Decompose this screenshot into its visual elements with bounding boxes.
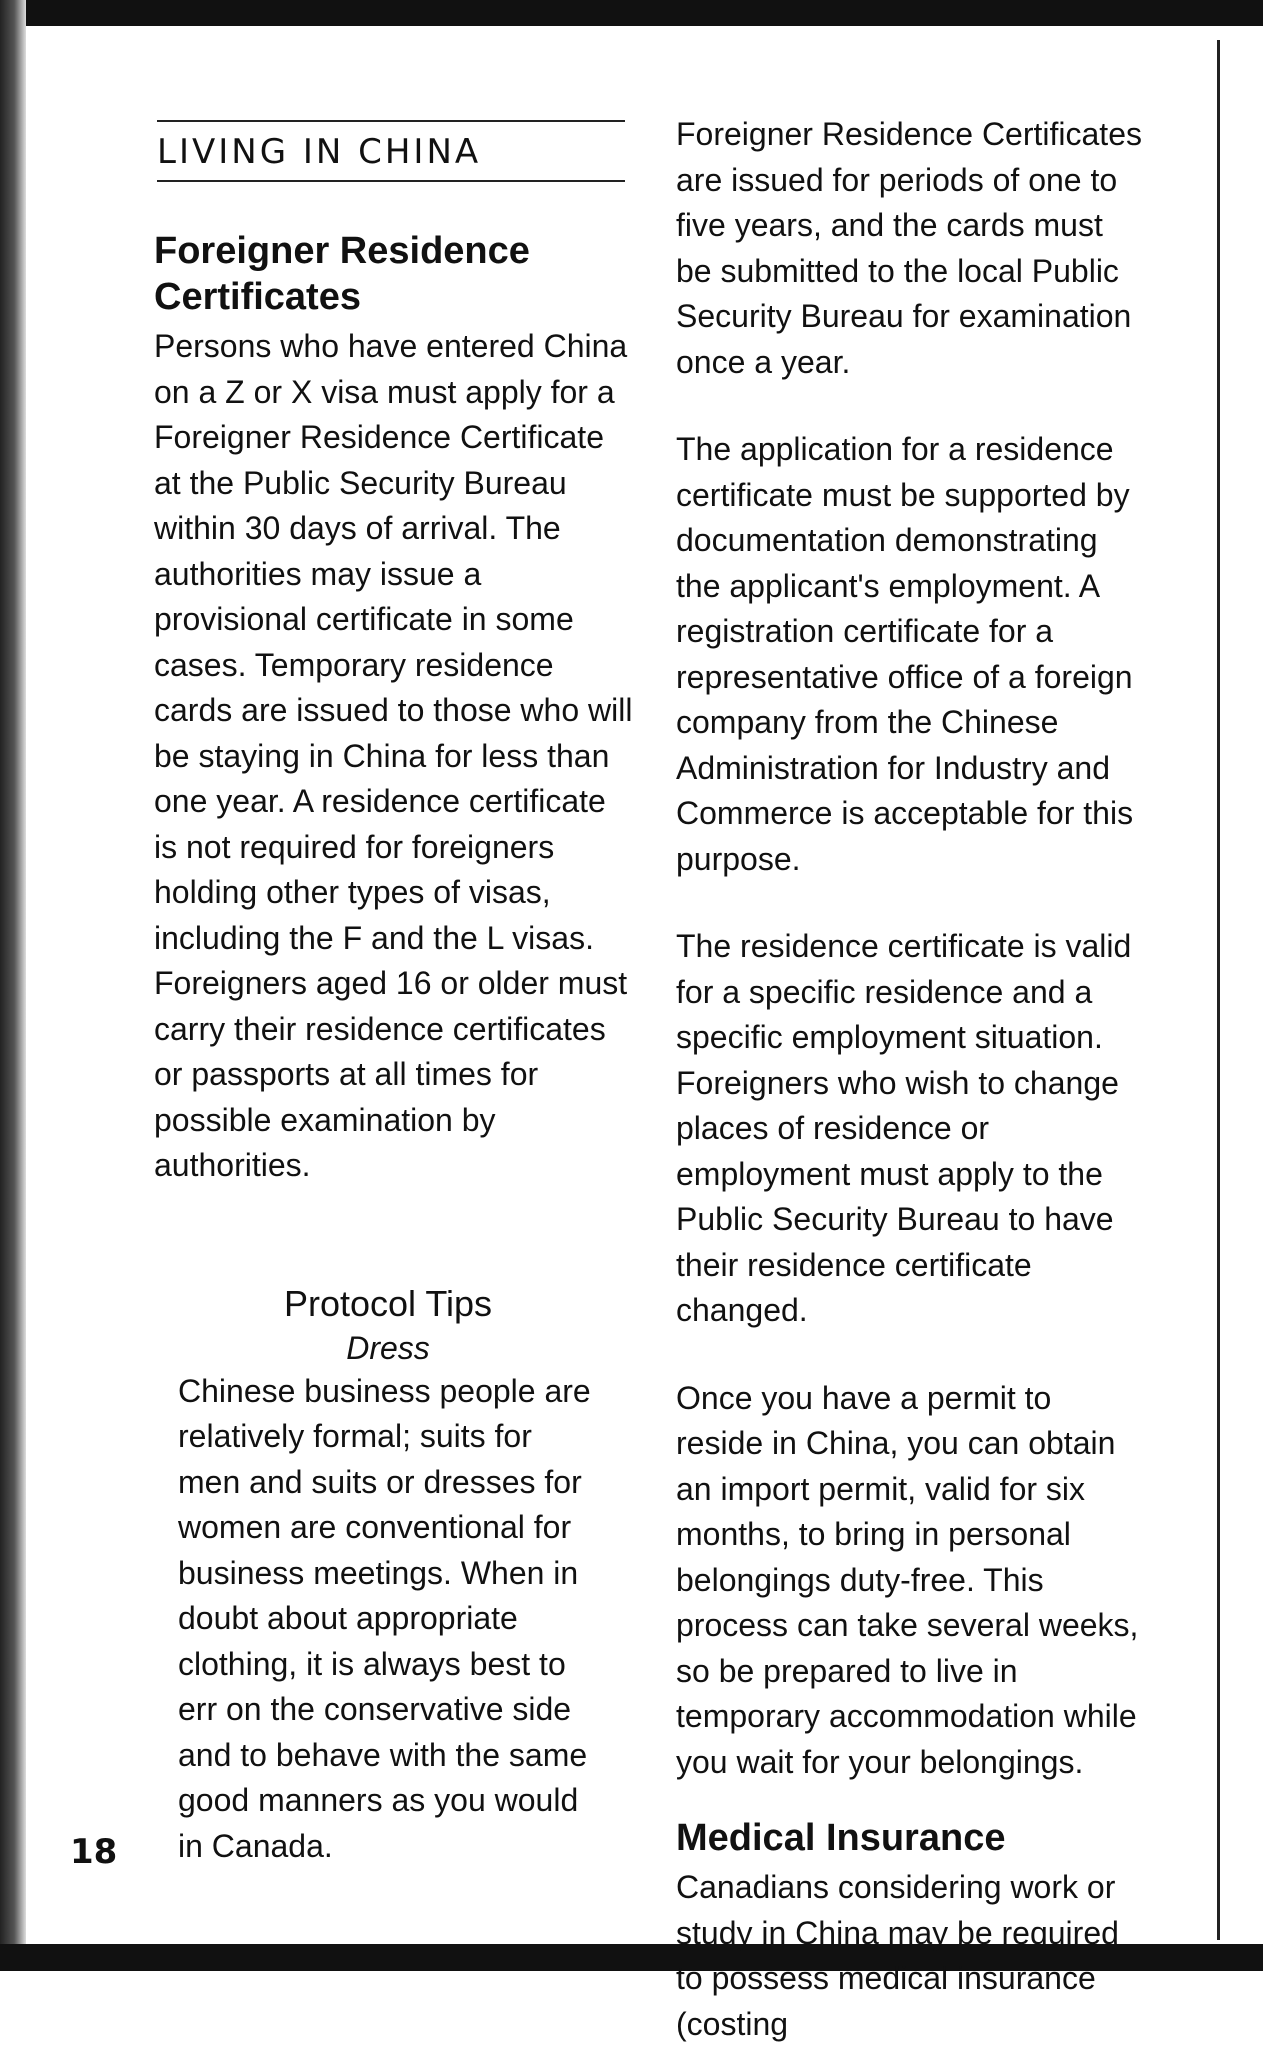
protocol-tips-subtitle: Dress [346, 1329, 430, 1366]
right-column [676, 112, 1146, 2047]
section-body-residence-certificates: Persons who have entered China on a Z or X visa must apply for a Foreigner Residence Certificate at the Public Security Bureau within 30 days of arrival. The authorities may issue a provisional certificate in some cases. Temporary residence cards are issued to those who will be staying in China for less than one year. A residence certificate is not required for foreigners holding other types of visas, including the F and the L visas. Foreigners aged 16 or older must carry their residence certificates or passports at all times for possible examination by authorities. [154, 328, 633, 1183]
paragraph: Foreigner Residence Certificates are issued for periods of one to five years, and the cards must be submitted to the local Public Security Bureau for examination once a year. [676, 116, 1142, 380]
protocol-tips-box [178, 1281, 598, 1870]
paragraph: Once you have a permit to reside in China, you can obtain an import permit, valid for six months, to bring in personal belongings duty-free. This process can take several weeks, so be prepared to live in temporary accommodation while you wait for your belongings. [676, 1379, 1139, 1780]
section-title-medical-insurance: Medical Insurance [676, 1817, 1006, 1859]
left-column [154, 228, 634, 1869]
protocol-tips-body: Chinese business people are relatively formal; suits for men and suits or dresses for women are conventional for business meetings. When in doubt about appropriate clothing, it is always best to err on the conservative side and to behave with the same good manners as you would in Canada. [178, 1372, 591, 1864]
scan-border-right [1217, 40, 1220, 1940]
protocol-tips-title: Protocol Tips [283, 1282, 493, 1324]
page-number: 18 [70, 1832, 118, 1872]
running-head: LIVING IN CHINA [157, 120, 625, 182]
paragraph: The residence certificate is valid for a specific residence and a specific employment situation. Foreigners who wish to change places of residence or employment must apply to the Public Security Bureau to have their residence certificate changed. [676, 928, 1132, 1328]
scan-border-top [0, 0, 1263, 26]
scan-border-left [0, 0, 26, 1971]
paragraph: The application for a residence certificate must be supported by documentation demonstrating the applicant's employment. A registration certificate for a representative office of a foreign company from the Chinese Administration for Industry and Commerce is acceptable for this purpose. [676, 431, 1134, 877]
section-body-medical-insurance: Canadians considering work or study in China may be required to possess medical insurance (costing [676, 1869, 1119, 2042]
section-title-residence-certificates: Foreigner Residence Certificates [154, 230, 530, 318]
